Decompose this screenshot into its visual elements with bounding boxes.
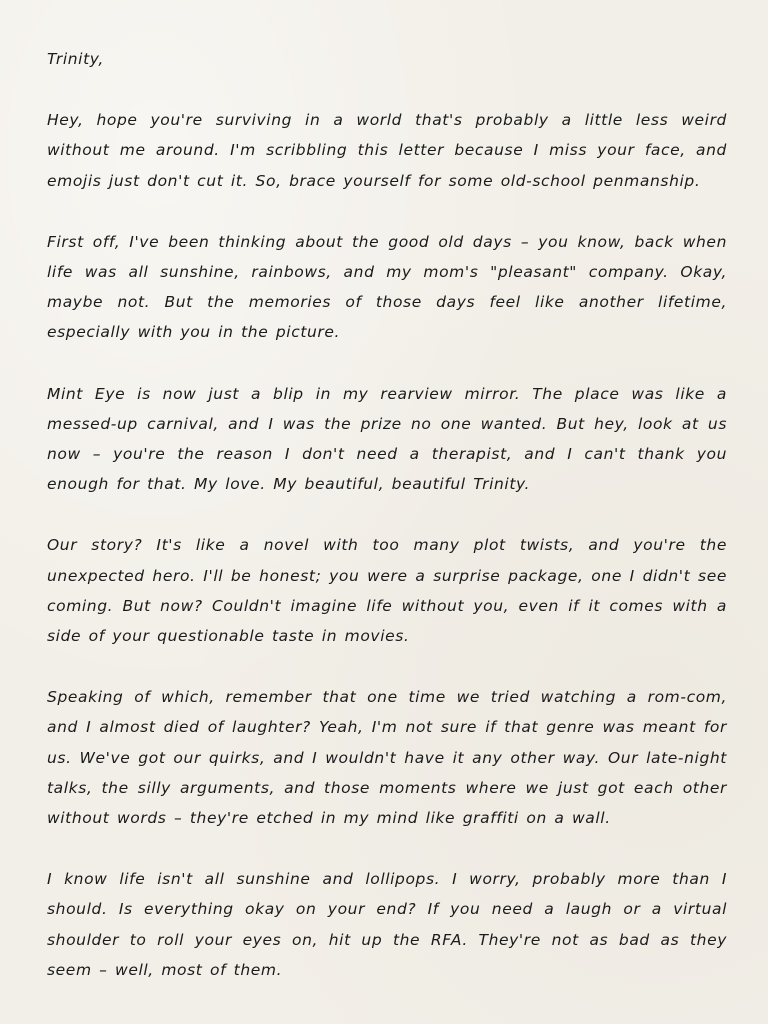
letter-paragraph-3: Mint Eye is now just a blip in my rearview mirror. The place was like a messed-up carnival, and I was the prize no one wanted. But hey, look at us now – you're the reason I don't need a therapist, and I can't thank you enough for that. My love. My beautiful, beautiful Trinity. <box>47 384 727 494</box>
handwritten-letter <box>47 44 727 985</box>
letter-salutation: Trinity, <box>47 50 104 68</box>
letter-paragraph-5: Speaking of which, remember that one time we tried watching a rom-com, and I almost died of laughter? Yeah, I'm not sure if that genre was meant for us. We've got our quirks, and I wouldn't have it any other way. Our late-night talks, the silly arguments, and those moments where we just got each other without words – they're etched in my mind like graffiti on a wall. <box>47 688 727 828</box>
letter-paragraph-4: Our story? It's like a novel with too many plot twists, and you're the unexpected hero. I'll be honest; you were a surprise package, one I didn't see coming. But now? Couldn't imagine life without you, even if it comes with a side of your questionable taste in movies. <box>47 536 727 646</box>
letter-paragraph-1: Hey, hope you're surviving in a world that's probably a little less weird without me around. I'm scribbling this letter because I miss your face, and emojis just don't cut it. So, brace yourself for some old-school penmanship. <box>47 111 727 190</box>
letter-paragraph-6: I know life isn't all sunshine and lollipops. I worry, probably more than I should. Is everything okay on your end? If you need a laugh or a virtual shoulder to roll your eyes on, hit up the RFA. They're not as bad as they seem – well, most of them. <box>47 870 727 979</box>
letter-paragraph-2: First off, I've been thinking about the good old days – you know, back when life was all sunshine, rainbows, and my mom's "pleasant" company. Okay, maybe not. But the memories of those days feel like another lifetime, especially with you in the picture. <box>47 232 727 342</box>
